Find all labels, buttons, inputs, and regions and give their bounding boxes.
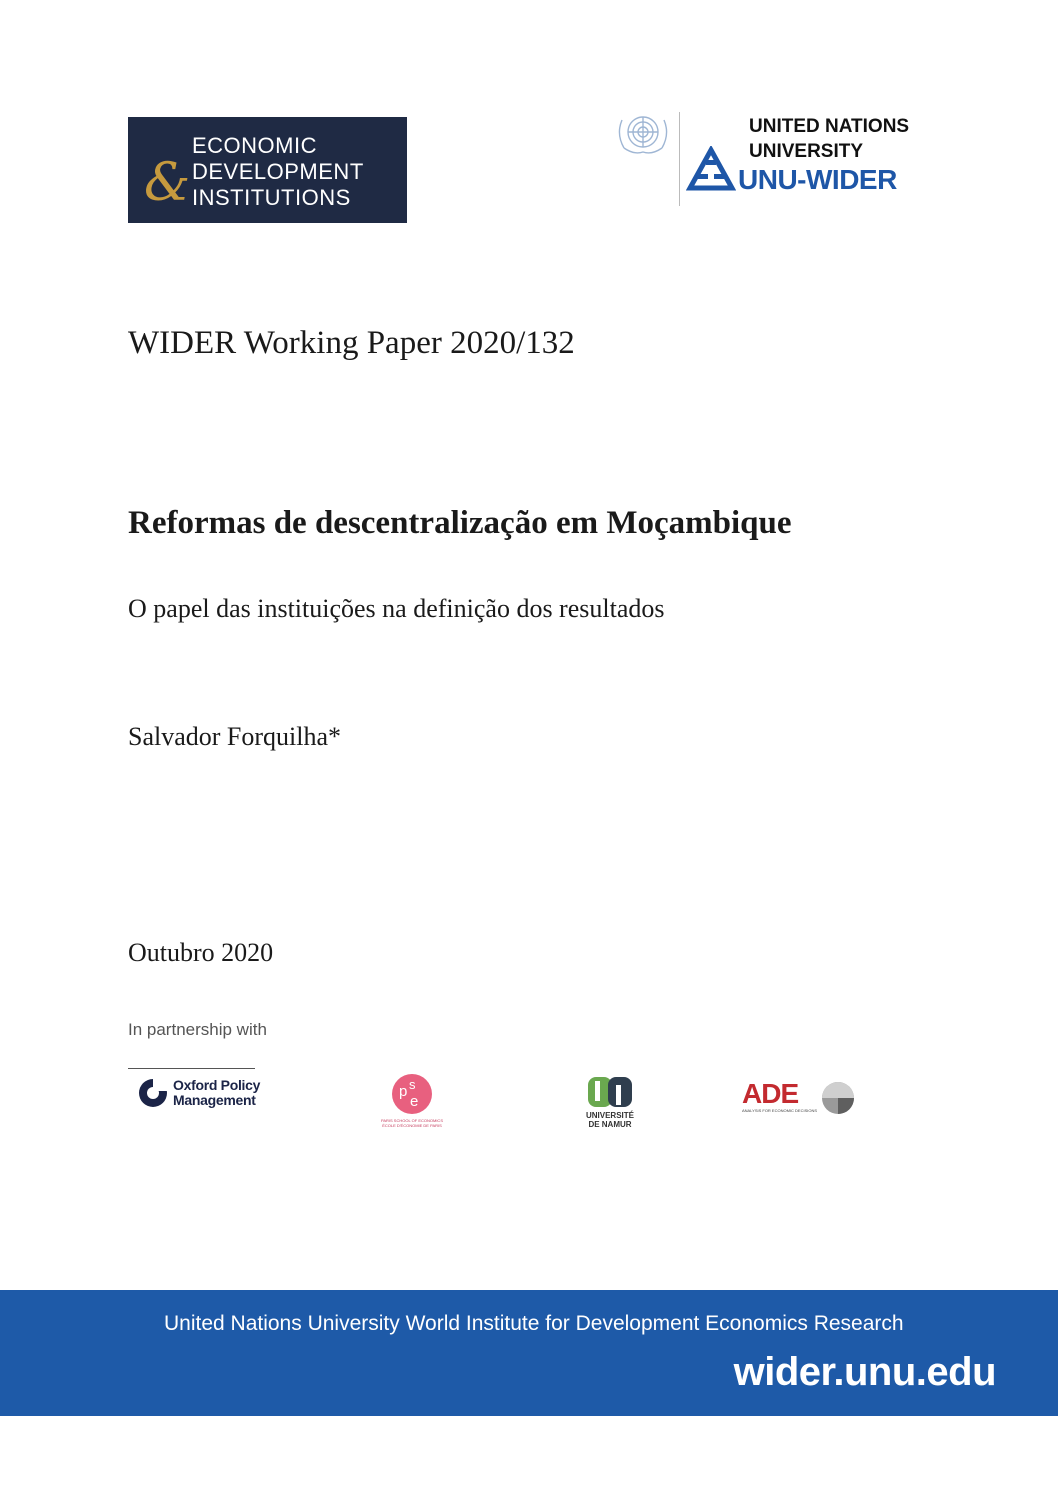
namur-icon (586, 1075, 634, 1109)
edi-logo (128, 117, 407, 223)
namur-line-2: DE NAMUR (588, 1120, 632, 1129)
unu-mark-icon (686, 146, 736, 194)
edi-ampersand: & (144, 153, 191, 213)
footer-institute-name: United Nations University World Institute for Development Economics Research (164, 1312, 904, 1335)
un-emblem-icon (612, 110, 674, 158)
unu-line-1: UNITED NATIONS (749, 116, 910, 137)
partnership-divider (128, 1068, 255, 1069)
unu-wider-wordmark: UNU-WIDER (738, 164, 897, 195)
svg-text:e: e (410, 1093, 419, 1110)
pse-caption-2: ÉCOLE D'ÉCONOMIE DE PARIS (382, 1123, 442, 1128)
pse-logo (372, 1072, 452, 1130)
edi-line-3: INSTITUTIONS (192, 185, 351, 210)
namur-name (584, 1111, 636, 1129)
publication-date: Outubro 2020 (128, 938, 274, 967)
author-name: Salvador Forquilha* (128, 722, 342, 751)
opm-icon (138, 1078, 168, 1108)
opm-logo (138, 1076, 278, 1110)
namur-line-1: UNIVERSITÉ (585, 1111, 634, 1120)
namur-logo (584, 1075, 636, 1133)
footer-website[interactable]: wider.unu.edu (733, 1350, 996, 1394)
edi-line-1: ECONOMIC (192, 133, 317, 158)
svg-text:p: p (399, 1083, 408, 1100)
partnership-label: In partnership with (128, 1020, 267, 1039)
ade-tagline: ANALYSIS FOR ECONOMIC DECISIONS (742, 1108, 818, 1113)
footer-band (0, 1290, 1058, 1416)
paper-title: Reformas de descentralização em Moçambique (128, 505, 792, 541)
paper-subtitle: O papel das instituições na definição dos resultados (128, 594, 665, 623)
unu-line-2: UNIVERSITY (749, 141, 864, 162)
svg-text:s: s (409, 1077, 416, 1092)
pse-caption (372, 1118, 452, 1128)
opm-line-1: Oxford Policy (173, 1077, 261, 1093)
opm-name (173, 1078, 260, 1108)
pse-icon (390, 1072, 434, 1116)
ade-logo (742, 1080, 858, 1118)
unu-divider (679, 112, 680, 206)
edi-line-2: DEVELOPMENT (192, 159, 364, 184)
pse-caption-1: PARIS SCHOOL OF ECONOMICS (380, 1118, 443, 1123)
ade-wordmark: ADE (742, 1078, 799, 1109)
ade-sphere-icon (820, 1080, 856, 1116)
series-label: WIDER Working Paper 2020/132 (128, 325, 575, 361)
opm-line-2: Management (173, 1092, 256, 1108)
